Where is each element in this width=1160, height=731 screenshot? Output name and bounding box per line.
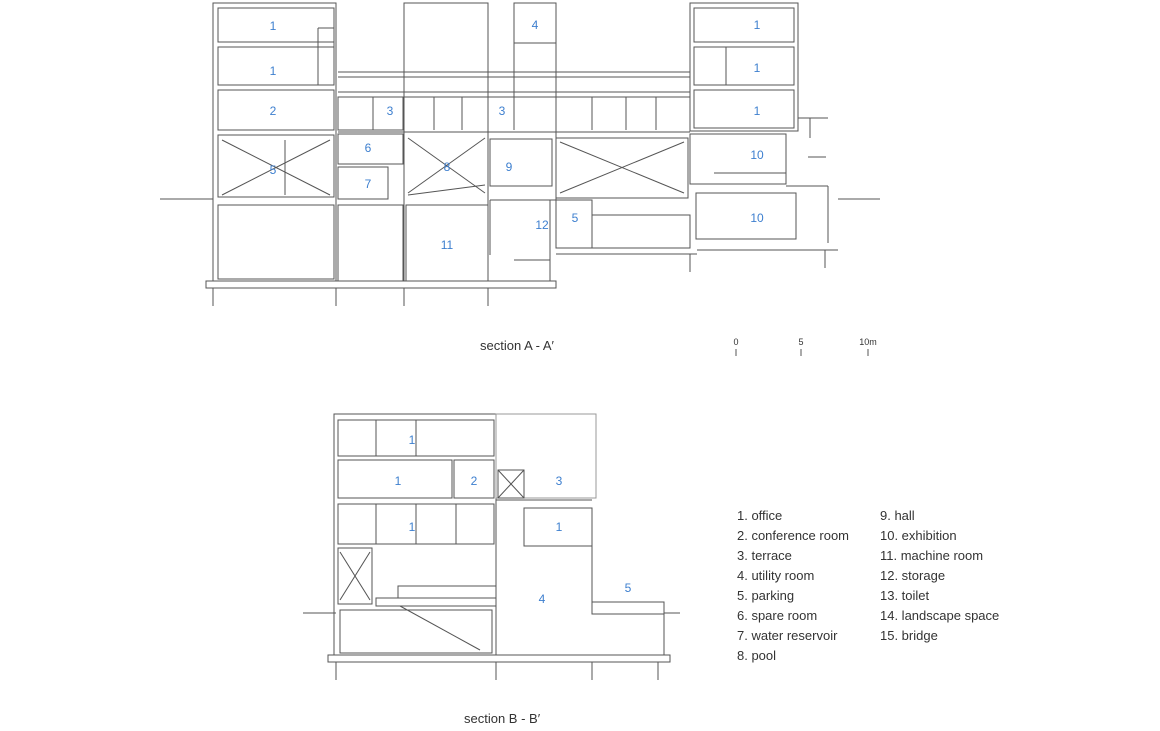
scale-bar bbox=[736, 349, 868, 356]
legend-item: 12. storage bbox=[880, 568, 946, 583]
legend-item: 1. office bbox=[737, 508, 783, 523]
section-a-caption: section A - A′ bbox=[480, 338, 554, 353]
room-number: 1 bbox=[269, 64, 277, 78]
legend-item: 2. conference room bbox=[737, 528, 850, 543]
legend-item: 14. landscape space bbox=[880, 608, 1000, 623]
room-number: 1 bbox=[394, 474, 402, 488]
legend-item: 9. hall bbox=[880, 508, 915, 523]
room-number: 4 bbox=[538, 592, 546, 606]
room-number: 2 bbox=[269, 104, 277, 118]
scale-label-10: 10m bbox=[859, 337, 877, 347]
room-number: 8 bbox=[443, 160, 451, 174]
scale-label-5: 5 bbox=[798, 337, 804, 347]
room-number: 1 bbox=[753, 18, 761, 32]
scale-bar-labels bbox=[733, 337, 876, 347]
room-number: 1 bbox=[753, 61, 761, 75]
legend-item: 6. spare room bbox=[737, 608, 818, 623]
legend-item: 15. bridge bbox=[880, 628, 938, 643]
legend-item: 7. water reservoir bbox=[737, 628, 838, 643]
room-number: 9 bbox=[505, 160, 513, 174]
legend-item: 3. terrace bbox=[737, 548, 792, 563]
room-number: 5 bbox=[624, 581, 632, 595]
room-number: 12 bbox=[535, 218, 549, 232]
scale-label-0: 0 bbox=[733, 337, 739, 347]
room-number: 3 bbox=[386, 104, 394, 118]
room-number: 1 bbox=[753, 104, 761, 118]
room-number: 1 bbox=[408, 520, 416, 534]
legend-item: 11. machine room bbox=[880, 548, 984, 563]
room-number: 2 bbox=[470, 474, 478, 488]
room-number: 3 bbox=[555, 474, 563, 488]
room-number: 11 bbox=[440, 238, 454, 252]
room-number: 1 bbox=[408, 433, 416, 447]
section-b-caption: section B - B′ bbox=[464, 711, 541, 726]
legend-column-1 bbox=[737, 506, 849, 666]
room-number: 5 bbox=[571, 211, 579, 225]
legend-item: 13. toilet bbox=[880, 588, 930, 603]
room-number: 1 bbox=[269, 19, 277, 33]
legend-item: 5. parking bbox=[737, 588, 795, 603]
room-number: 1 bbox=[555, 520, 563, 534]
legend-column-2 bbox=[880, 506, 999, 646]
room-number: 5 bbox=[269, 163, 277, 177]
room-number: 3 bbox=[498, 104, 506, 118]
section-a-lines bbox=[160, 3, 880, 306]
room-number: 10 bbox=[750, 211, 764, 225]
room-number: 7 bbox=[364, 177, 372, 191]
room-number: 6 bbox=[364, 141, 372, 155]
room-number: 10 bbox=[750, 148, 764, 162]
section-b-lines bbox=[303, 414, 680, 680]
legend-item: 4. utility room bbox=[737, 568, 815, 583]
legend-item: 8. pool bbox=[737, 648, 777, 663]
room-number: 4 bbox=[531, 18, 539, 32]
legend-item: 10. exhibition bbox=[880, 528, 957, 543]
